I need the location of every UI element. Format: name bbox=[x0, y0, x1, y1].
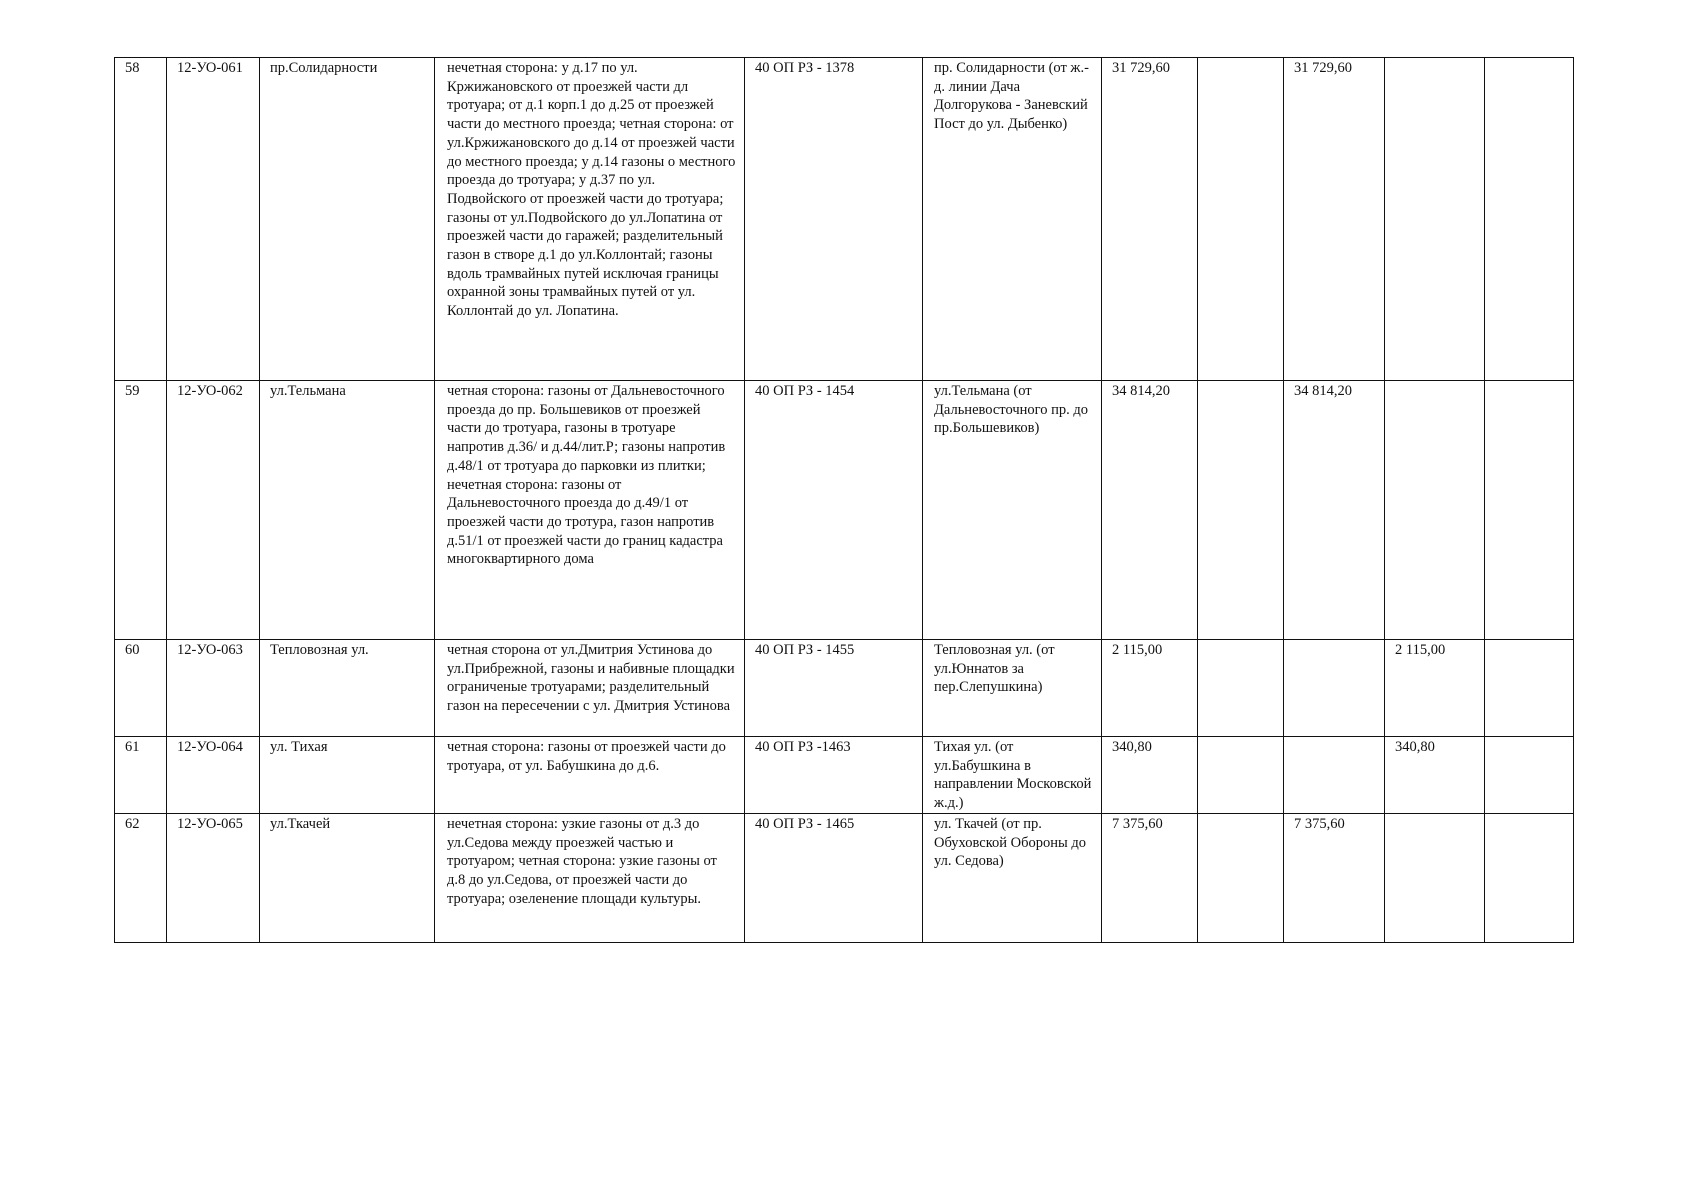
area-description: четная сторона: газоны от проезжей части до тротуара, от ул. Бабушкина до д.6. bbox=[435, 737, 745, 814]
area-col-a bbox=[1198, 640, 1284, 737]
area-description: четная сторона: газоны от Дальневосточного проезда до пр. Большевиков от проезжей части до тротуара, газоны в тротуаре напротив д.36/ и д.44/лит.Р; газоны напротив д.48/1 от тротуара до парковки из плитки; нечетная сторона: газоны от Дальневосточного проезда до д.49/1 от проезжей части до тротура, газон напротив д.51/1 от проезжей части до границ кадастра многоквартирного дома bbox=[435, 381, 745, 640]
green-areas-table bbox=[114, 57, 1574, 943]
road-id: 40 ОП РЗ - 1465 bbox=[745, 813, 923, 942]
road-id: 40 ОП РЗ - 1455 bbox=[745, 640, 923, 737]
area-description: нечетная сторона: узкие газоны от д.3 до ул.Седова между проезжей частью и тротуаром; четная сторона: узкие газоны от д.8 до ул.Седова, от проезжей части до тротуара; озеленение площади культуры. bbox=[435, 813, 745, 942]
row-number: 62 bbox=[115, 813, 167, 942]
area-col-c bbox=[1385, 58, 1485, 381]
road-section: ул. Ткачей (от пр. Обуховской Обороны до ул. Седова) bbox=[923, 813, 1102, 942]
area-total: 34 814,20 bbox=[1102, 381, 1198, 640]
table-row bbox=[115, 737, 1574, 814]
area-total: 340,80 bbox=[1102, 737, 1198, 814]
street-name: ул.Ткачей bbox=[260, 813, 435, 942]
object-code: 12-УО-064 bbox=[167, 737, 260, 814]
area-col-a bbox=[1198, 58, 1284, 381]
road-id: 40 ОП РЗ -1463 bbox=[745, 737, 923, 814]
area-col-c: 340,80 bbox=[1385, 737, 1485, 814]
table-row bbox=[115, 58, 1574, 381]
table-row bbox=[115, 640, 1574, 737]
road-section: пр. Солидарности (от ж.-д. линии Дача Долгорукова - Заневский Пост до ул. Дыбенко) bbox=[923, 58, 1102, 381]
street-name: пр.Солидарности bbox=[260, 58, 435, 381]
area-description: четная сторона от ул.Дмитрия Устинова до ул.Прибрежной, газоны и набивные площадки ограниченые тротуарами; разделительный газон на пересечении с ул. Дмитрия Устинова bbox=[435, 640, 745, 737]
area-col-b: 34 814,20 bbox=[1284, 381, 1385, 640]
street-name: ул.Тельмана bbox=[260, 381, 435, 640]
object-code: 12-УО-065 bbox=[167, 813, 260, 942]
area-total: 7 375,60 bbox=[1102, 813, 1198, 942]
area-col-b: 7 375,60 bbox=[1284, 813, 1385, 942]
road-section: ул.Тельмана (от Дальневосточного пр. до пр.Большевиков) bbox=[923, 381, 1102, 640]
area-col-d bbox=[1485, 58, 1574, 381]
area-col-d bbox=[1485, 813, 1574, 942]
row-number: 60 bbox=[115, 640, 167, 737]
row-number: 58 bbox=[115, 58, 167, 381]
object-code: 12-УО-061 bbox=[167, 58, 260, 381]
object-code: 12-УО-062 bbox=[167, 381, 260, 640]
area-total: 2 115,00 bbox=[1102, 640, 1198, 737]
table-row bbox=[115, 381, 1574, 640]
street-name: Тепловозная ул. bbox=[260, 640, 435, 737]
area-col-a bbox=[1198, 737, 1284, 814]
street-name: ул. Тихая bbox=[260, 737, 435, 814]
area-col-a bbox=[1198, 381, 1284, 640]
road-id: 40 ОП РЗ - 1378 bbox=[745, 58, 923, 381]
road-section: Тихая ул. (от ул.Бабушкина в направлении Московской ж.д.) bbox=[923, 737, 1102, 814]
area-col-c bbox=[1385, 381, 1485, 640]
table-row bbox=[115, 813, 1574, 942]
area-col-d bbox=[1485, 381, 1574, 640]
area-col-d bbox=[1485, 737, 1574, 814]
area-col-a bbox=[1198, 813, 1284, 942]
area-col-b bbox=[1284, 640, 1385, 737]
row-number: 59 bbox=[115, 381, 167, 640]
area-col-d bbox=[1485, 640, 1574, 737]
area-description: нечетная сторона: у д.17 по ул. Кржижановского от проезжей части дл тротуара; от д.1 корп.1 до д.25 от проезжей части до местного проезда; четная сторона: от ул.Кржижановского до д.14 от проезжей части до местного проезда; у д.14 газоны о местного проезда до тротуара; у д.37 по ул. Подвойского от проезжей части до тротуара; газоны от ул.Подвойского до ул.Лопатина от проезжей части до гаражей; разделительный газон в створе д.1 до ул.Коллонтай; газоны вдоль трамвайных путей исключая границы охранной зоны трамвайных путей от ул. Коллонтай до ул. Лопатина. bbox=[435, 58, 745, 381]
area-col-b bbox=[1284, 737, 1385, 814]
area-col-c bbox=[1385, 813, 1485, 942]
road-section: Тепловозная ул. (от ул.Юннатов за пер.Слепушкина) bbox=[923, 640, 1102, 737]
area-col-c: 2 115,00 bbox=[1385, 640, 1485, 737]
row-number: 61 bbox=[115, 737, 167, 814]
object-code: 12-УО-063 bbox=[167, 640, 260, 737]
area-total: 31 729,60 bbox=[1102, 58, 1198, 381]
road-id: 40 ОП РЗ - 1454 bbox=[745, 381, 923, 640]
area-col-b: 31 729,60 bbox=[1284, 58, 1385, 381]
